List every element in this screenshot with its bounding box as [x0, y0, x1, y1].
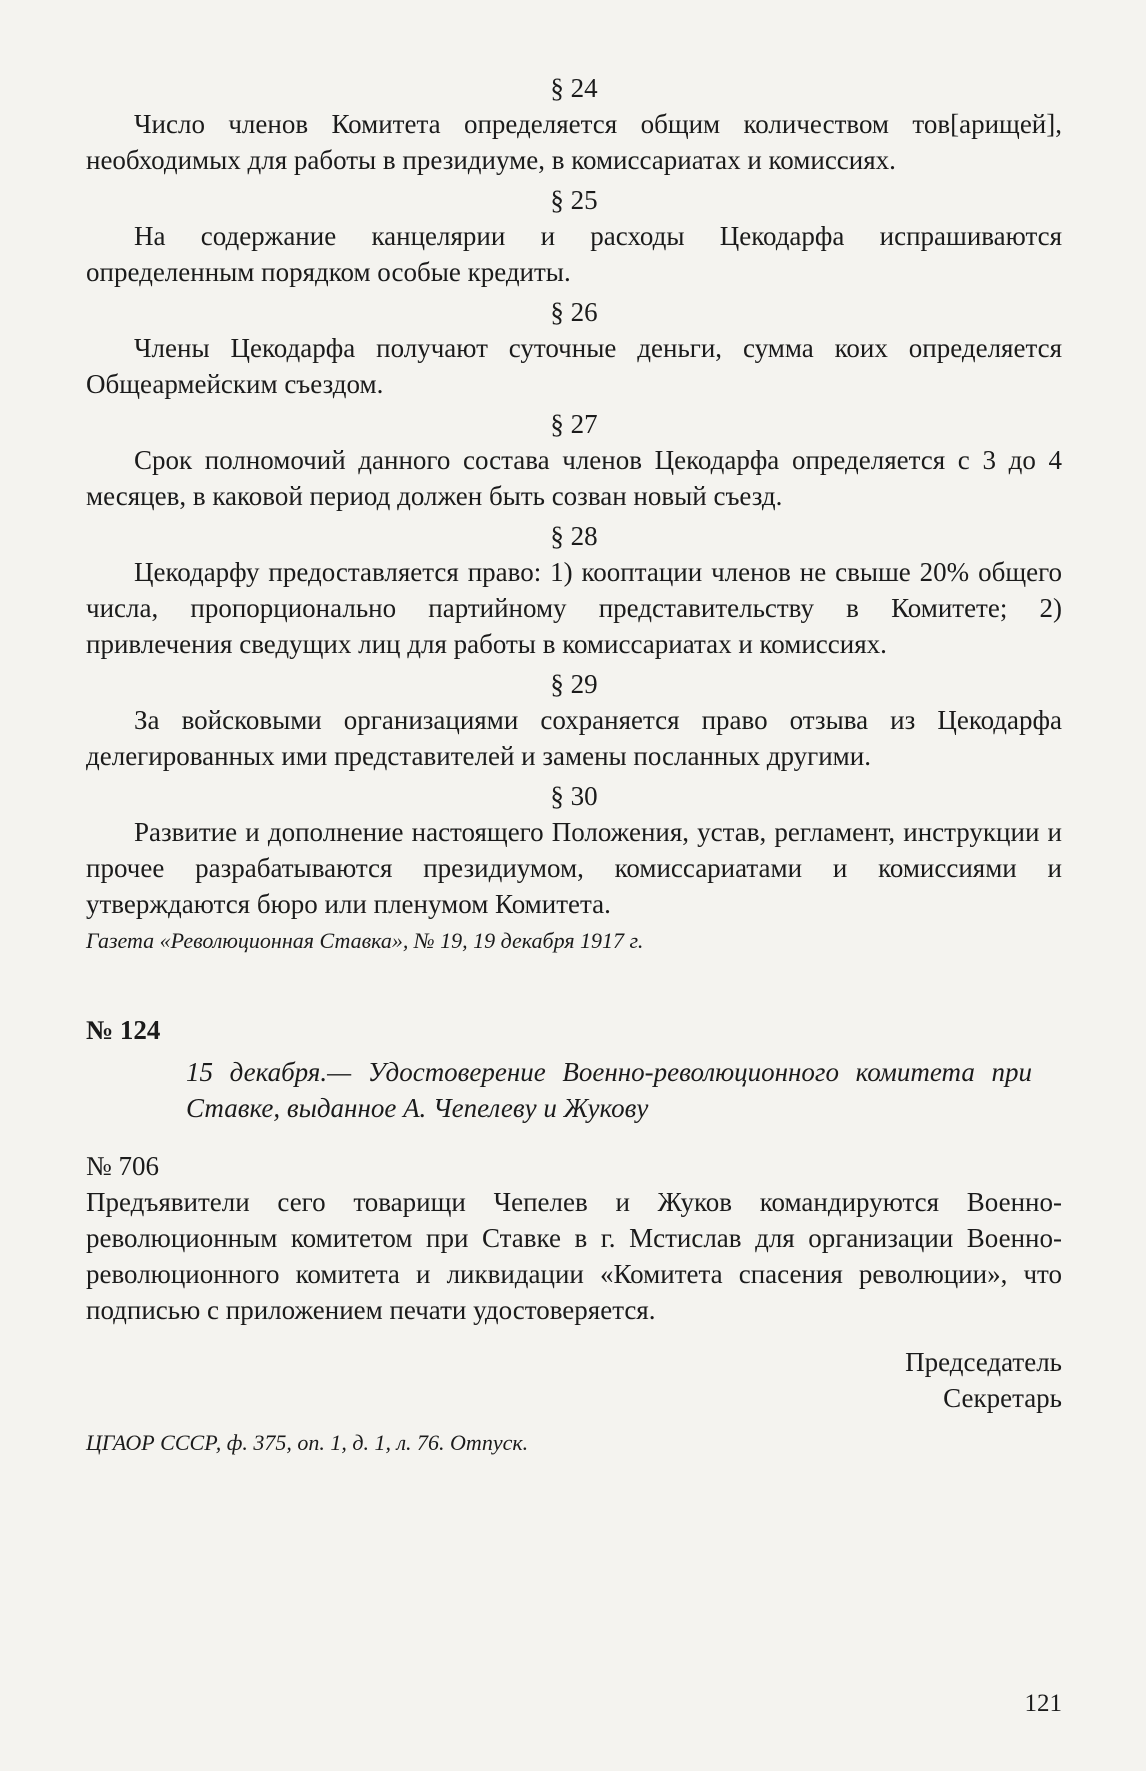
- section-heading: § 29: [550, 669, 598, 699]
- document-page: [86, 70, 1062, 1458]
- section-text: Срок полномочий данного состава членов Цекодарфа определяется с 3 до 4 месяцев, в каковой период должен быть созван новый съезд.: [86, 445, 1062, 511]
- section-text: Члены Цекодарфа получают суточные деньги, сумма коих определяется Общеармейским съездом.: [86, 333, 1062, 399]
- section-text: За войсковыми организациями сохраняется право отзыва из Цекодарфа делегированных ими представителей и замены посланных другими.: [86, 705, 1062, 771]
- source-citation: Газета «Революционная Ставка», № 19, 19 декабря 1917 г.: [86, 928, 644, 953]
- registration-number: № 706: [86, 1151, 160, 1181]
- section-text: Число членов Комитета определяется общим количеством тов[арищей], необходимых для работы в президиуме, в комиссариатах и комиссиях.: [86, 109, 1062, 175]
- signature-secretary: Секретарь: [943, 1383, 1062, 1413]
- section-heading: § 26: [550, 297, 598, 327]
- section-text: Развитие и дополнение настоящего Положения, устав, регламент, инструкции и прочее разрабатываются президиумом, комиссариатами и комиссиями и утверждаются бюро или пленумом Комитета.: [86, 817, 1062, 919]
- document-title: 15 декабря.— Удостоверение Военно-революционного комитета при Ставке, выданное А. Чепелеву и Жукову: [186, 1057, 1032, 1123]
- document-number: № 124: [86, 1015, 161, 1045]
- document-body: Предъявители сего товарищи Чепелев и Жуков командируются Военно-революционным комитетом при Ставке в г. Мстислав для организации Военно-революционного комитета и ликвидации «Комитета спасения революции», что подписью с приложением печати удостоверяется.: [86, 1187, 1062, 1325]
- section-text: Цекодарфу предоставляется право: 1) кооптации членов не свыше 20% общего числа, пропорционально партийному представительству в Комитете; 2) привлечения сведущих лиц для работы в комиссариатах и комиссиях.: [86, 557, 1062, 659]
- section-text: На содержание канцелярии и расходы Цекодарфа испрашиваются определенным порядком особые кредиты.: [86, 221, 1062, 287]
- section-heading: § 30: [550, 781, 598, 811]
- section-heading: § 25: [550, 185, 598, 215]
- section-heading: § 28: [550, 521, 598, 551]
- archive-reference: ЦГАОР СССР, ф. 375, оп. 1, д. 1, л. 76. Отпуск.: [86, 1430, 529, 1455]
- signature-chairman: Председатель: [905, 1347, 1062, 1377]
- page-number: 121: [1024, 1690, 1062, 1717]
- section-heading: § 24: [550, 73, 598, 103]
- section-heading: § 27: [550, 409, 598, 439]
